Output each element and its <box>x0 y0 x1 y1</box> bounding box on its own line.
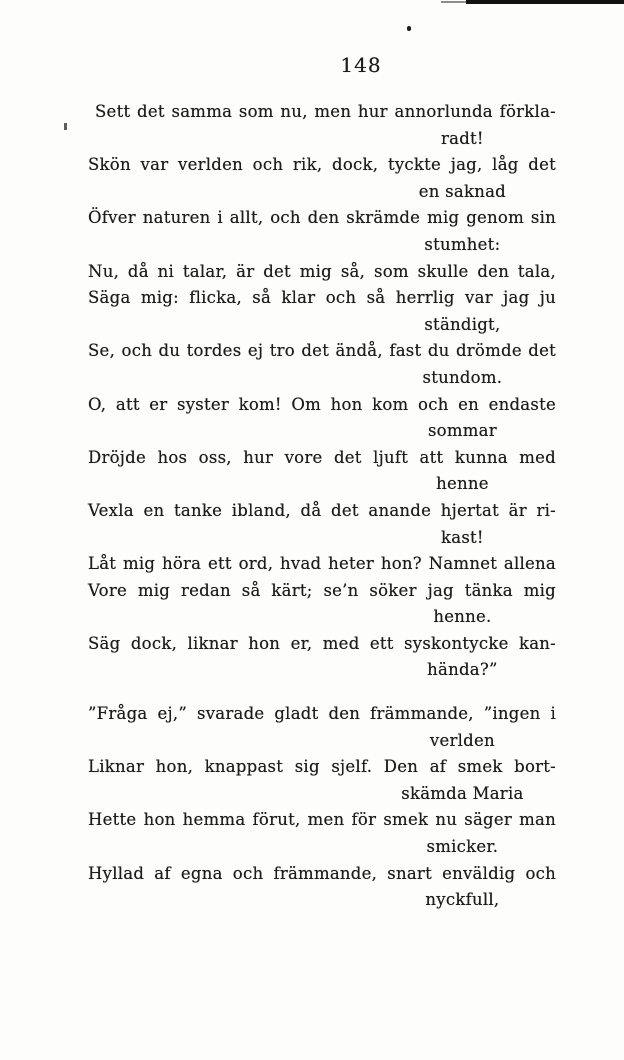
verse-text: Skön var verlden och rik, dock, tyckte jag, låg det <box>88 155 556 175</box>
stanza-2 <box>88 701 556 914</box>
verse-continuation: sommar <box>427 421 497 441</box>
verse-text: Säg dock, liknar hon er, med ett syskontycke kan- <box>88 633 556 653</box>
poem <box>88 99 556 914</box>
ink-dot-artifact <box>407 26 411 31</box>
verse-text: Liknar hon, knappast sig sjelf. Den af smek bort- <box>88 757 556 777</box>
verse-continuation: stundom. <box>422 367 503 387</box>
verse-line <box>88 445 556 498</box>
verse-line <box>88 807 556 860</box>
verse-continuation: henne. <box>433 607 492 627</box>
verse-continuation: en saknad <box>418 181 506 201</box>
verse-line <box>88 754 556 807</box>
verse-continuation: skämda Maria <box>401 783 524 803</box>
verse-text: Sett det samma som nu, men hur annorlunda förkla- <box>95 102 556 121</box>
verse-text: Dröjde hos oss, hur vore det ljuft att kunna med <box>88 447 556 467</box>
stanza-1 <box>88 99 556 684</box>
verse-text: Se, och du tordes ej tro det ändå, fast du drömde det <box>88 341 556 361</box>
verse-line <box>88 338 556 391</box>
verse-text: Säga mig: flicka, så klar och så herrlig var jag ju <box>88 288 556 308</box>
verse-line <box>88 152 556 205</box>
verse-text: Hyllad af egna och främmande, snart enväldig och <box>88 863 556 883</box>
verse-line <box>88 498 556 551</box>
verse-continuation: ständigt, <box>424 314 501 334</box>
verse-continuation: kast! <box>440 527 484 547</box>
scan-edge-bar <box>466 0 624 4</box>
verse-text: O, att er syster kom! Om hon kom och en endaste <box>88 394 556 414</box>
verse-line <box>88 259 556 286</box>
verse-line <box>88 392 556 445</box>
verse-line <box>88 99 556 152</box>
verse-line <box>88 631 556 684</box>
verse-continuation: radt! <box>440 128 484 148</box>
verse-text: ”Fråga ej,” svarade gladt den främmande, ”ingen i <box>88 704 556 724</box>
verse-line <box>88 285 556 338</box>
verse-line <box>88 861 556 914</box>
page-number: 148 <box>340 53 382 77</box>
verse-text: Öfver naturen i allt, och den skrämde mig genom sin <box>88 208 556 228</box>
verse-text: Vexla en tanke ibland, då det anande hjertat är ri- <box>88 500 556 520</box>
verse-continuation: hända?” <box>427 660 498 680</box>
verse-line <box>88 701 556 754</box>
verse-line <box>88 551 556 578</box>
verse-text: Vore mig redan så kärt; se’n söker jag tänka mig <box>88 580 556 600</box>
verse-continuation: stumhet: <box>424 234 501 254</box>
verse-text: Hette hon hemma förut, men för smek nu säger man <box>88 810 556 830</box>
verse-continuation: nyckfull, <box>425 890 500 910</box>
verse-continuation: henne <box>436 474 489 494</box>
verse-line <box>88 578 556 631</box>
ink-speck-artifact <box>64 123 67 130</box>
verse-text: Nu, då ni talar, är det mig så, som skulle den tala, <box>88 261 556 281</box>
verse-continuation: smicker. <box>426 837 499 857</box>
verse-line <box>88 205 556 258</box>
verse-continuation: verlden <box>429 730 495 750</box>
verse-text: Låt mig höra ett ord, hvad heter hon? Namnet allena <box>88 554 556 574</box>
